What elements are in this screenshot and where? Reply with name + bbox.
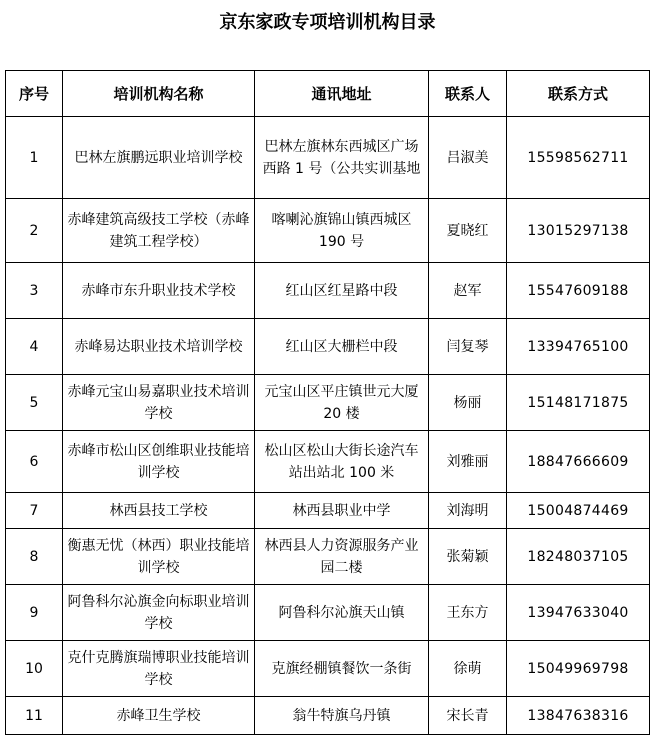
table-row bbox=[6, 319, 650, 375]
cell-serial: 4 bbox=[6, 319, 63, 375]
cell-serial: 7 bbox=[6, 493, 63, 529]
cell-phone: 15049969798 bbox=[507, 641, 650, 697]
training-institutions-table bbox=[5, 70, 650, 735]
cell-contact-person: 徐萌 bbox=[429, 641, 507, 697]
cell-phone: 13947633040 bbox=[507, 585, 650, 641]
cell-serial: 8 bbox=[6, 529, 63, 585]
cell-contact-person: 刘海明 bbox=[429, 493, 507, 529]
cell-address: 喀喇沁旗锦山镇西城区190 号 bbox=[255, 199, 429, 263]
cell-institution-name: 赤峰易达职业技术培训学校 bbox=[63, 319, 255, 375]
cell-serial: 3 bbox=[6, 263, 63, 319]
cell-address: 元宝山区平庄镇世元大厦 20 楼 bbox=[255, 375, 429, 431]
cell-institution-name: 赤峰市东升职业技术学校 bbox=[63, 263, 255, 319]
cell-contact-person: 夏晓红 bbox=[429, 199, 507, 263]
header-institution-name: 培训机构名称 bbox=[63, 71, 255, 117]
cell-serial: 2 bbox=[6, 199, 63, 263]
cell-serial: 9 bbox=[6, 585, 63, 641]
table-header-row bbox=[6, 71, 650, 117]
table-row bbox=[6, 585, 650, 641]
cell-phone: 15004874469 bbox=[507, 493, 650, 529]
cell-contact-person: 刘雅丽 bbox=[429, 431, 507, 493]
table-row bbox=[6, 641, 650, 697]
cell-phone: 18847666609 bbox=[507, 431, 650, 493]
document-title: 京东家政专项培训机构目录 bbox=[219, 12, 436, 33]
cell-address: 林西县人力资源服务产业园二楼 bbox=[255, 529, 429, 585]
cell-institution-name: 赤峰元宝山易嘉职业技术培训学校 bbox=[63, 375, 255, 431]
cell-serial: 1 bbox=[6, 117, 63, 199]
cell-contact-person: 王东方 bbox=[429, 585, 507, 641]
cell-contact-person: 宋长青 bbox=[429, 697, 507, 735]
cell-phone: 13015297138 bbox=[507, 199, 650, 263]
cell-institution-name: 衡惠无忧（林西）职业技能培训学校 bbox=[63, 529, 255, 585]
header-address: 通讯地址 bbox=[255, 71, 429, 117]
table-row bbox=[6, 199, 650, 263]
cell-institution-name: 林西县技工学校 bbox=[63, 493, 255, 529]
cell-address: 松山区松山大街长途汽车站出站北 100 米 bbox=[255, 431, 429, 493]
cell-institution-name: 阿鲁科尔沁旗金向标职业培训学校 bbox=[63, 585, 255, 641]
cell-address: 阿鲁科尔沁旗天山镇 bbox=[255, 585, 429, 641]
cell-serial: 11 bbox=[6, 697, 63, 735]
cell-address: 红山区大栅栏中段 bbox=[255, 319, 429, 375]
cell-institution-name: 赤峰建筑高级技工学校（赤峰建筑工程学校） bbox=[63, 199, 255, 263]
cell-address: 翁牛特旗乌丹镇 bbox=[255, 697, 429, 735]
cell-contact-person: 吕淑美 bbox=[429, 117, 507, 199]
table-row bbox=[6, 375, 650, 431]
cell-address: 红山区红星路中段 bbox=[255, 263, 429, 319]
cell-phone: 13847638316 bbox=[507, 697, 650, 735]
table-row bbox=[6, 493, 650, 529]
cell-phone: 15598562711 bbox=[507, 117, 650, 199]
table-row bbox=[6, 117, 650, 199]
cell-phone: 18248037105 bbox=[507, 529, 650, 585]
cell-contact-person: 闫复琴 bbox=[429, 319, 507, 375]
table-row bbox=[6, 431, 650, 493]
cell-contact-person: 赵军 bbox=[429, 263, 507, 319]
cell-phone: 15148171875 bbox=[507, 375, 650, 431]
header-serial: 序号 bbox=[6, 71, 63, 117]
table-row bbox=[6, 263, 650, 319]
header-contact-person: 联系人 bbox=[429, 71, 507, 117]
cell-institution-name: 克什克腾旗瑞博职业技能培训学校 bbox=[63, 641, 255, 697]
table-row bbox=[6, 529, 650, 585]
cell-serial: 5 bbox=[6, 375, 63, 431]
cell-phone: 13394765100 bbox=[507, 319, 650, 375]
cell-institution-name: 赤峰市松山区创维职业技能培训学校 bbox=[63, 431, 255, 493]
cell-contact-person: 张菊颖 bbox=[429, 529, 507, 585]
cell-serial: 10 bbox=[6, 641, 63, 697]
cell-contact-person: 杨丽 bbox=[429, 375, 507, 431]
cell-address: 克旗经棚镇餐饮一条街 bbox=[255, 641, 429, 697]
header-contact-phone: 联系方式 bbox=[507, 71, 650, 117]
cell-address: 林西县职业中学 bbox=[255, 493, 429, 529]
cell-institution-name: 巴林左旗鹏远职业培训学校 bbox=[63, 117, 255, 199]
cell-institution-name: 赤峰卫生学校 bbox=[63, 697, 255, 735]
cell-phone: 15547609188 bbox=[507, 263, 650, 319]
cell-address: 巴林左旗林东西城区广场西路 1 号（公共实训基地 bbox=[255, 117, 429, 199]
table-row bbox=[6, 697, 650, 735]
cell-serial: 6 bbox=[6, 431, 63, 493]
